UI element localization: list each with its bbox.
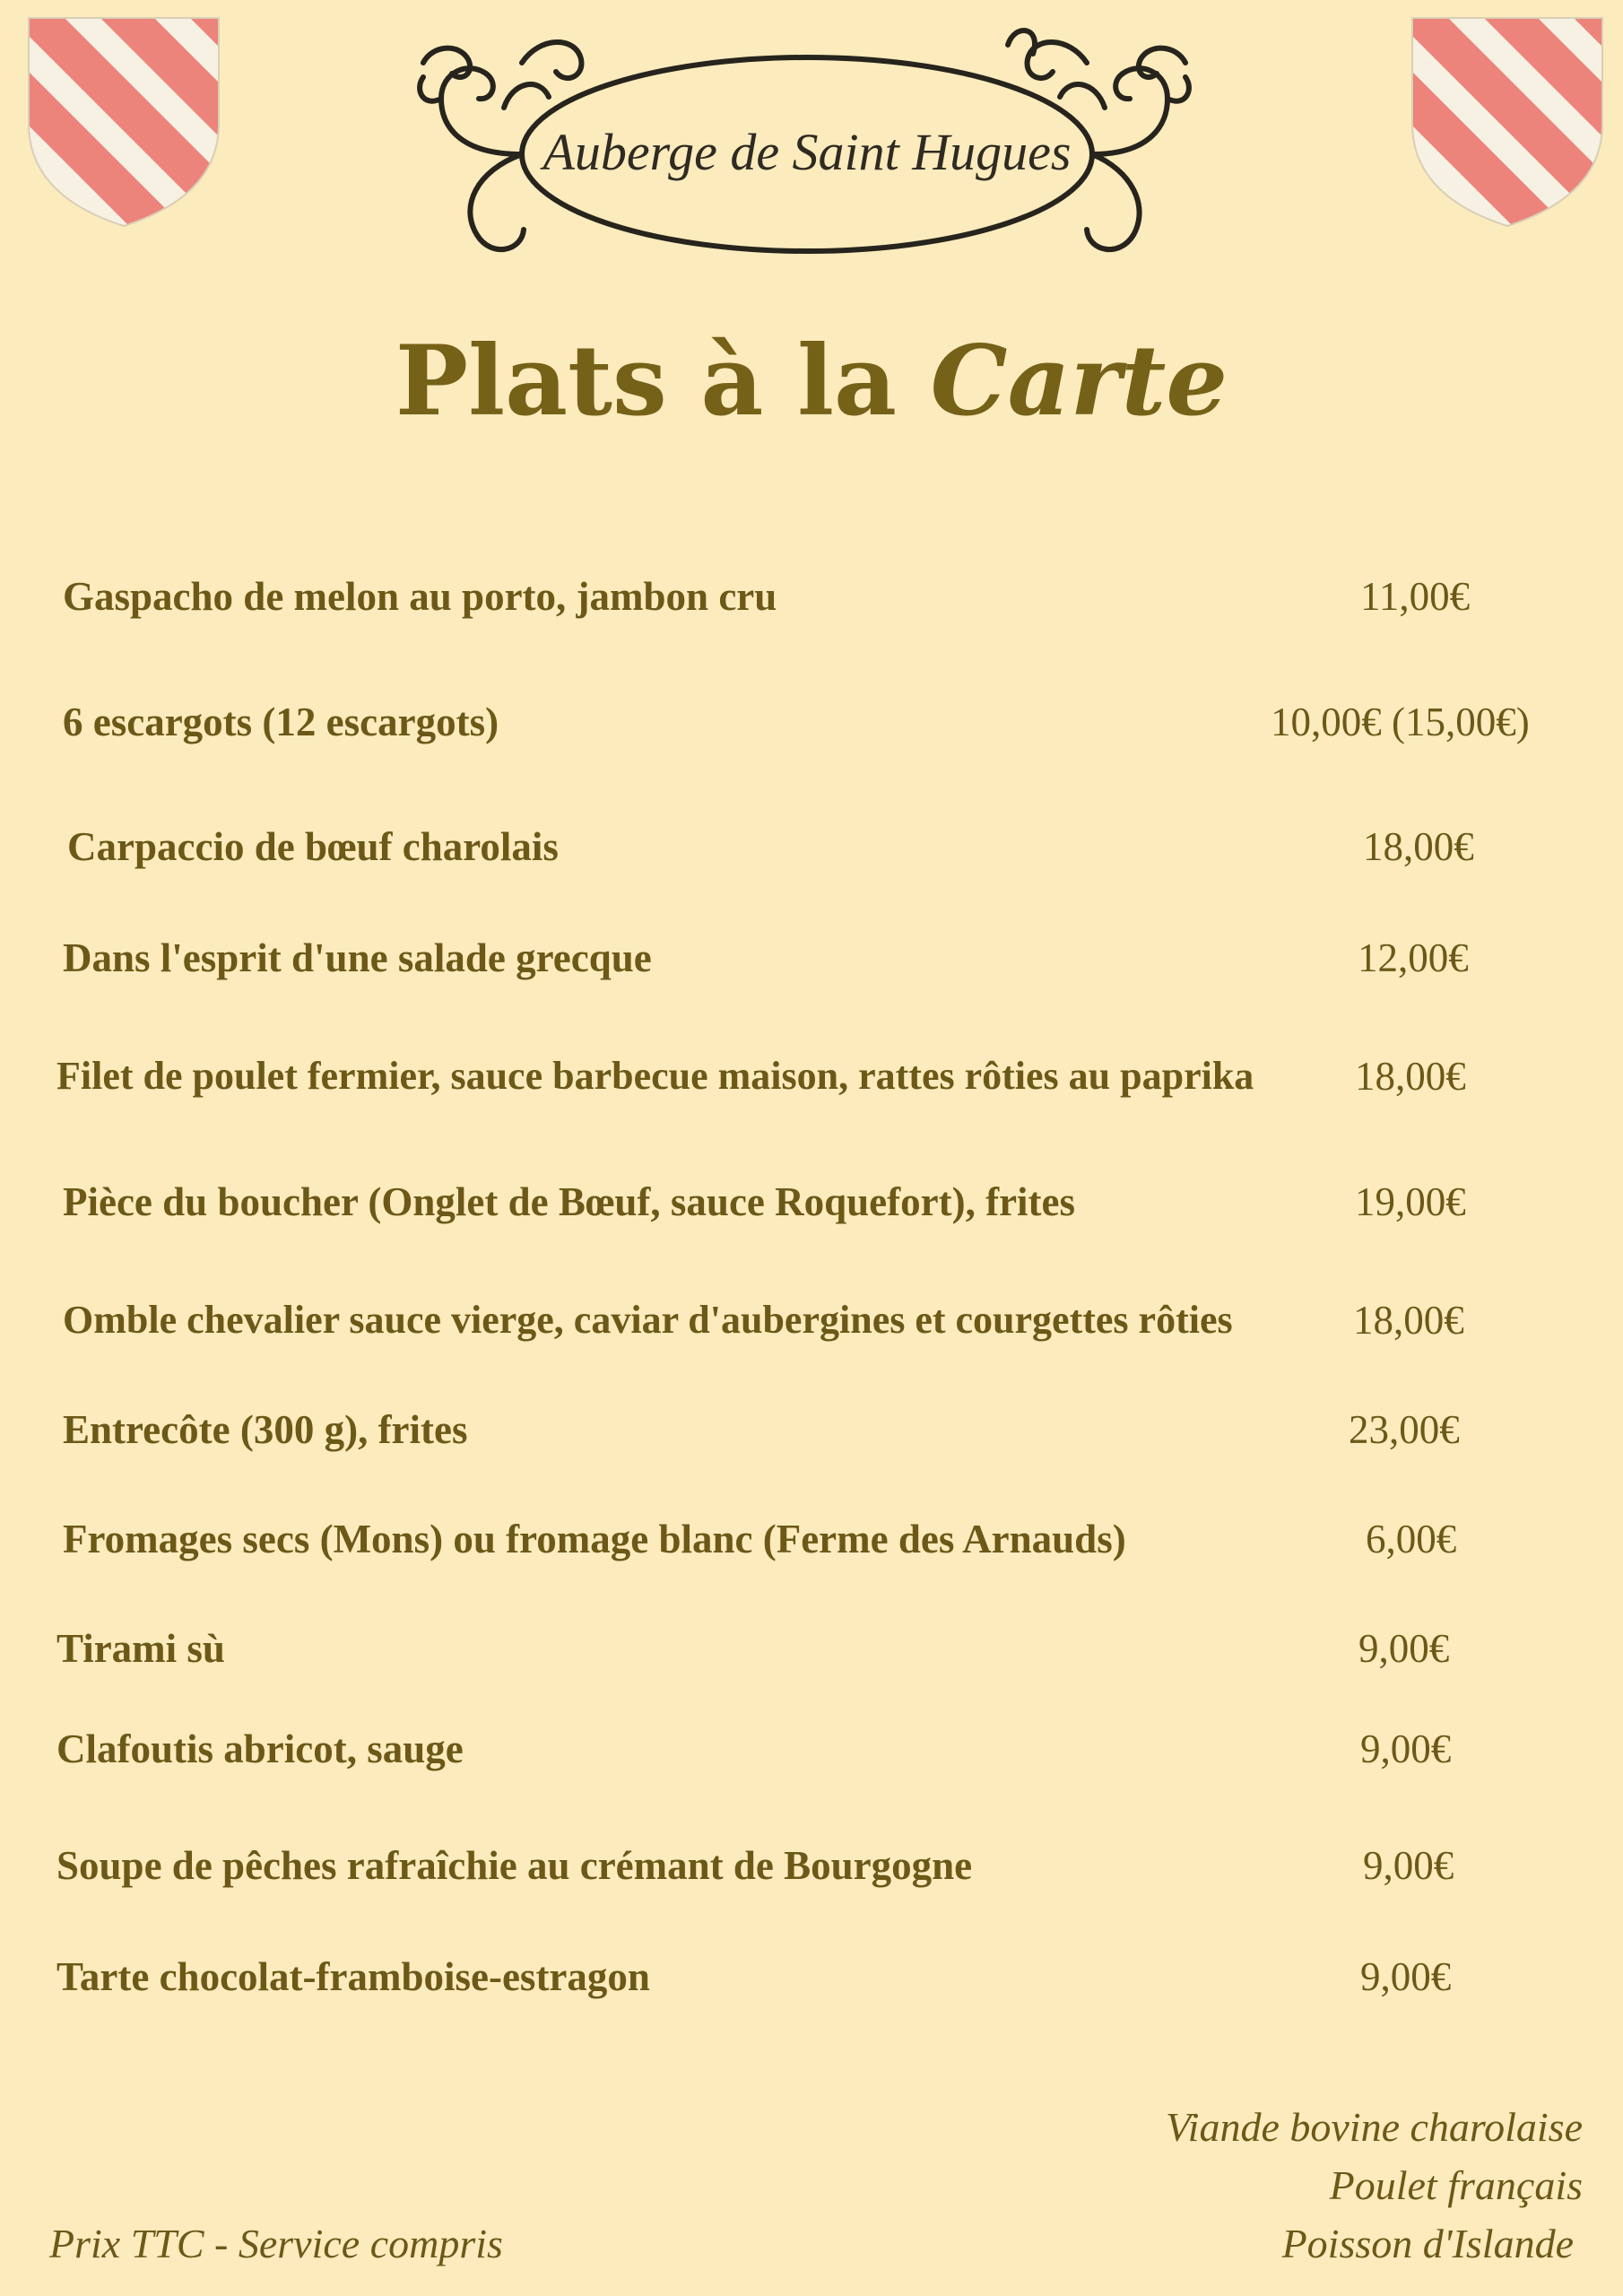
coat-of-arms-left-icon [27, 16, 221, 228]
menu-item [0, 1048, 1623, 1105]
menu-item-price: 19,00€ [1355, 1179, 1466, 1224]
menu-item-name: Soupe de pêches rafraîchie au crémant de Bourgogne [56, 1843, 973, 1888]
coat-of-arms-right-icon [1410, 16, 1604, 228]
menu-item-price: 18,00€ [1363, 824, 1474, 869]
menu-item [0, 1401, 1623, 1458]
menu-item [0, 693, 1623, 751]
menu-item-price: 11,00€ [1360, 574, 1471, 619]
menu-item [0, 1948, 1623, 2005]
menu-item-price: 9,00€ [1360, 1726, 1452, 1771]
menu-item-name: Omble chevalier sauce vierge, caviar d'aubergines et courgettes rôties [63, 1298, 1233, 1342]
menu-item-name: Fromages secs (Mons) ou fromage blanc (Ferme des Arnauds) [63, 1517, 1126, 1561]
menu-item-name: Tirami sù [56, 1626, 225, 1671]
menu-item-name: Tarte chocolat-framboise-estragon [56, 1954, 650, 1999]
menu-item-name: Entrecôte (300 g), frites [63, 1407, 468, 1452]
menu-item-price: 6,00€ [1366, 1517, 1457, 1561]
menu-item [0, 818, 1623, 875]
menu-item-name: 6 escargots (12 escargots) [63, 700, 499, 744]
page-title [269, 318, 1354, 444]
menu-item-name: Carpaccio de bœuf charolais [67, 824, 559, 869]
origin-chicken: Poulet français [1329, 2162, 1583, 2208]
menu-item-price: 9,00€ [1360, 1954, 1452, 1999]
menu-item-price: 18,00€ [1353, 1298, 1464, 1343]
menu-item-name: Dans l'esprit d'une salade grecque [63, 935, 652, 980]
menu-item-price: 9,00€ [1358, 1626, 1450, 1671]
menu-item [0, 1510, 1623, 1568]
origin-fish: Poisson d'Islande [1281, 2221, 1574, 2266]
menu-item [0, 1837, 1623, 1894]
menu-item-price: 23,00€ [1349, 1407, 1460, 1452]
menu-item [0, 568, 1623, 625]
menu-item [0, 1292, 1623, 1349]
origin-beef: Viande bovine charolaise [1166, 2104, 1583, 2150]
menu-item-price: 9,00€ [1363, 1843, 1454, 1888]
menu-item-price: 18,00€ [1355, 1054, 1466, 1099]
page-title-carte: Carte [930, 325, 1228, 438]
menu-item-name: Filet de poulet fermier, sauce barbecue maison, rattes rôties au paprika [56, 1054, 1254, 1098]
menu-item [0, 1173, 1623, 1231]
menu-item-price: 10,00€ (15,00€) [1271, 700, 1530, 744]
menu-item [0, 929, 1623, 987]
menu-item-name: Gaspacho de melon au porto, jambon cru [63, 574, 777, 619]
menu-item-name: Clafoutis abricot, sauge [56, 1726, 464, 1771]
menu-item-price: 12,00€ [1358, 935, 1469, 980]
menu-item-name: Pièce du boucher (Onglet de Bœuf, sauce Roquefort), frites [63, 1179, 1076, 1224]
prices-note: Prix TTC - Service compris [49, 2221, 503, 2266]
page-title-main: Plats à la [395, 325, 931, 438]
menu-item [0, 1620, 1623, 1677]
menu-item [0, 1720, 1623, 1778]
restaurant-name: Auberge de Saint Hugues [542, 123, 1072, 181]
